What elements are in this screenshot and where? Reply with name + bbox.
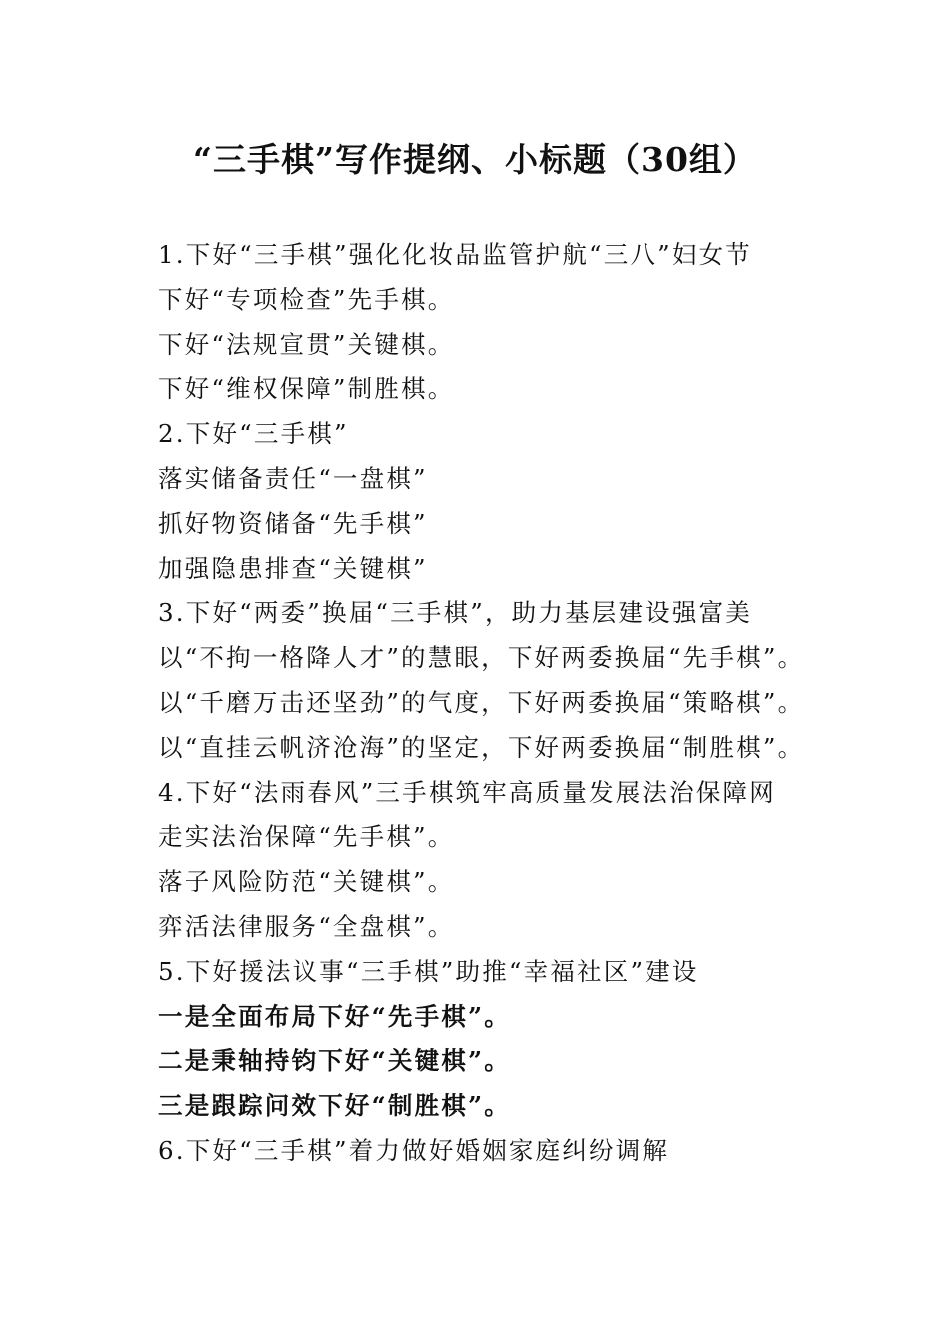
outline-line: 落实储备责任“一盘棋” bbox=[158, 463, 428, 493]
outline-line: 4.下好“法雨春风”三手棋筑牢高质量发展法治保障网 bbox=[158, 777, 776, 807]
outline-line: 抓好物资储备“先手棋” bbox=[158, 508, 428, 538]
outline-line: 以“不拘一格降人才”的慧眼，下好两委换届“先手棋”。 bbox=[158, 643, 805, 673]
outline-list bbox=[158, 233, 918, 1174]
outline-line: 以“直挂云帆济沧海”的坚定，下好两委换届“制胜棋”。 bbox=[158, 732, 805, 762]
outline-line: 6.下好“三手棋”着力做好婚姻家庭纠纷调解 bbox=[158, 1135, 670, 1165]
outline-line: 3.下好“两委”换届“三手棋”，助力基层建设强富美 bbox=[158, 598, 752, 628]
outline-line: 落子风险防范“关键棋”。 bbox=[158, 867, 455, 897]
outline-line: 一是全面布局下好“先手棋”。 bbox=[158, 1001, 511, 1031]
outline-line: 二是秉轴持钧下好“关键棋”。 bbox=[158, 1046, 511, 1076]
outline-line: 1.下好“三手棋”强化化妆品监管护航“三八”妇女节 bbox=[158, 240, 752, 269]
outline-line: 下好“法规宣贯”关键棋。 bbox=[158, 329, 455, 359]
outline-line: 加强隐患排查“关键棋” bbox=[158, 553, 428, 583]
outline-line: 5.下好援法议事“三手棋”助推“幸福社区”建设 bbox=[158, 956, 699, 986]
outline-line: 以“千磨万击还坚劲”的气度，下好两委换届“策略棋”。 bbox=[158, 687, 805, 717]
outline-line: 下好“专项检查”先手棋。 bbox=[158, 284, 455, 314]
outline-line: 三是跟踪问效下好“制胜棋”。 bbox=[158, 1091, 511, 1121]
outline-line: 2.下好“三手棋” bbox=[158, 419, 349, 449]
outline-line: 走实法治保障“先手棋”。 bbox=[158, 822, 455, 852]
document-title: “三手棋”写作提纲、小标题（30组） bbox=[193, 140, 757, 179]
outline-line: 弈活法律服务“全盘棋”。 bbox=[158, 911, 455, 941]
outline-line: 下好“维权保障”制胜棋。 bbox=[158, 374, 455, 404]
